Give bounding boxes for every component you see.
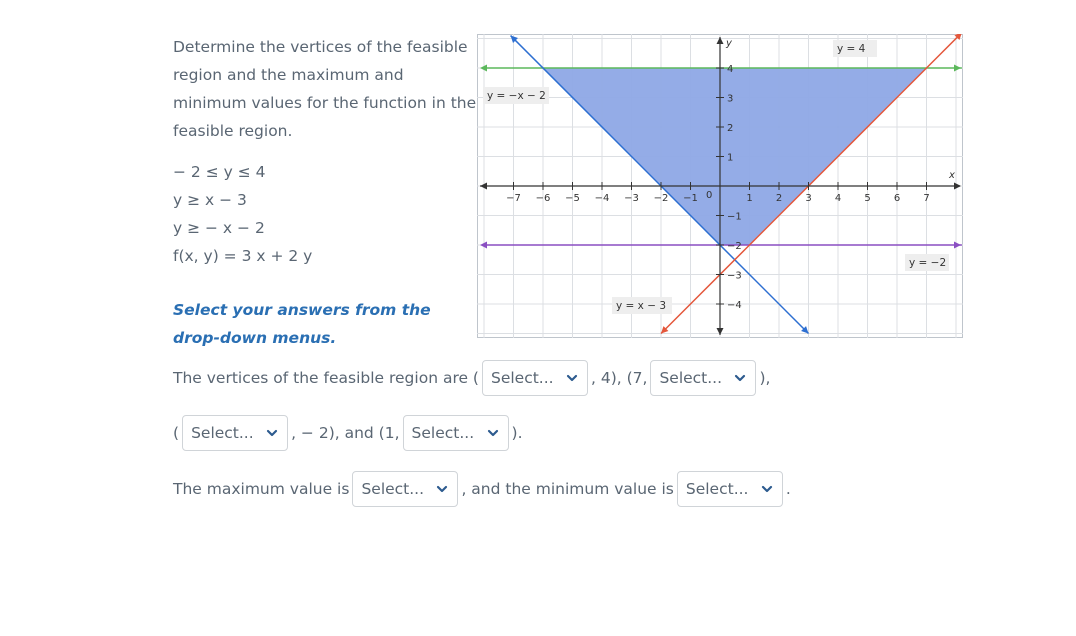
vertex-1-x-select[interactable] [482, 360, 588, 396]
origin-label: 0 [706, 190, 713, 201]
vertices-text-mid: , 4), (7, [590, 369, 648, 387]
y-tick-label: −2 [727, 241, 742, 252]
chevron-down-icon [565, 371, 579, 385]
vertex-2-y-select[interactable] [650, 360, 756, 396]
vertex-4-y-select[interactable] [403, 415, 509, 451]
y-tick-label: −4 [727, 300, 742, 311]
x-tick-label: 4 [834, 193, 842, 204]
feasible-region-graph [477, 34, 963, 338]
label-y-equals-4 [833, 40, 877, 57]
chevron-down-icon [265, 426, 279, 440]
question-prompt: Determine the vertices of the feasible region and the maximum and minimum values for the function in the feasible region. [173, 38, 477, 140]
x-tick-label: 5 [864, 193, 871, 204]
x-axis-label: x [949, 170, 955, 181]
label-y-equals-neg-x-minus-2 [483, 87, 549, 104]
max-text: The maximum value is [173, 480, 350, 498]
y-tick-label: −1 [727, 211, 742, 223]
x-tick-label: 2 [775, 193, 783, 204]
x-tick-label: −3 [624, 193, 639, 204]
constraint-y-ge-x-minus-3: y ≥ x − 3 [173, 191, 247, 209]
x-tick-label: −2 [653, 193, 669, 204]
min-value-select[interactable] [677, 471, 783, 507]
x-tick-label: −4 [594, 193, 610, 204]
y-tick-label: 4 [727, 64, 734, 75]
constraint-y-range: − 2 ≤ y ≤ 4 [173, 163, 266, 181]
objective-function: f(x, y) = 3 x + 2 y [173, 247, 313, 265]
select-placeholder: Select... [361, 480, 425, 498]
constraint-list [173, 158, 312, 270]
vertices-text-end: ), [759, 369, 771, 387]
vertices-text-start: The vertices of the feasible region are ( [173, 369, 479, 387]
extrema-line [173, 471, 791, 507]
vertex-3-x-select[interactable] [182, 415, 288, 451]
x-tick-label: 1 [746, 193, 753, 204]
y-axis-label: y [726, 38, 732, 49]
label-y-equals-x-minus-3 [612, 297, 672, 314]
label-y-equals-neg2 [905, 254, 949, 271]
vertices-line-2 [173, 415, 523, 451]
label-y-equals-4-text: y = 4 [837, 43, 866, 55]
x-tick-label: 7 [923, 193, 930, 204]
select-placeholder: Select... [659, 369, 723, 387]
select-placeholder: Select... [411, 424, 475, 442]
constraint-y-ge-neg-x-minus-2: y ≥ − x − 2 [173, 219, 265, 237]
chevron-down-icon [435, 482, 449, 496]
chevron-down-icon [486, 426, 500, 440]
x-tick-label: −6 [535, 193, 551, 204]
vertices-text-open: ( [173, 424, 180, 442]
chevron-down-icon [760, 482, 774, 496]
x-tick-label: 3 [805, 193, 812, 204]
x-tick-label: −5 [565, 193, 580, 204]
vertices-line-1 [173, 360, 770, 396]
label-y-equals-neg2-text: y = −2 [909, 257, 947, 269]
min-text: , and the minimum value is [461, 480, 674, 498]
vertices-text-mid2: , − 2), and (1, [291, 424, 400, 442]
label-y-equals-neg-x-minus-2-text: y = −x − 2 [487, 90, 546, 102]
label-y-equals-x-minus-3-text: y = x − 3 [616, 300, 667, 312]
x-tick-label: −1 [683, 193, 698, 204]
x-tick-label: −7 [506, 193, 521, 204]
x-tick-label: 6 [893, 193, 901, 204]
max-value-select[interactable] [352, 471, 458, 507]
y-tick-label: 2 [727, 123, 734, 134]
y-tick-label: 1 [727, 152, 734, 164]
y-tick-label: 3 [727, 93, 734, 105]
select-placeholder: Select... [191, 424, 254, 442]
instruction-text: Select your answers from the drop-down menus. [173, 301, 431, 347]
chevron-down-icon [733, 371, 747, 385]
y-tick-label: −3 [727, 270, 742, 282]
vertices-text-close: ). [511, 424, 523, 442]
period-text: . [785, 480, 791, 498]
select-placeholder: Select... [490, 369, 554, 387]
select-placeholder: Select... [685, 480, 749, 498]
